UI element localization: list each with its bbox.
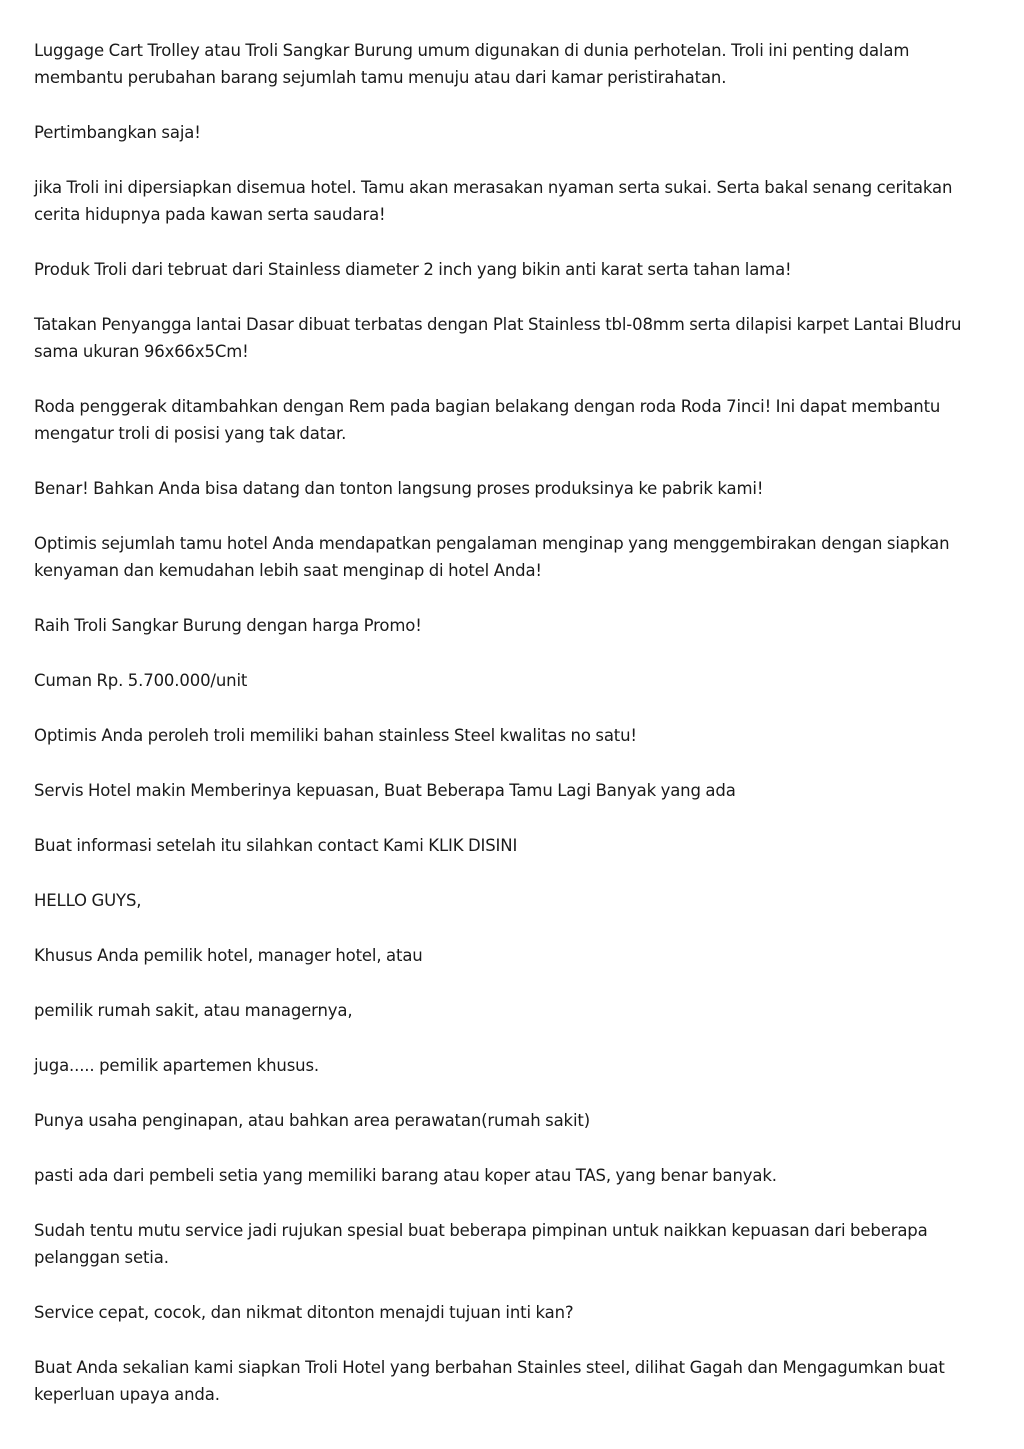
paragraph-contact: Buat informasi setelah itu silahkan contact Kami KLIK DISINI — [34, 836, 518, 855]
paragraph-audience-apartment: juga..... pemilik apartemen khusus. — [34, 1056, 319, 1075]
paragraph-consider: Pertimbangkan saja! — [34, 123, 201, 142]
paragraph-audience-hotel: Khusus Anda pemilik hotel, manager hotel, atau — [34, 946, 423, 965]
paragraph-service-goal: Service cepat, cocok, dan nikmat ditonton menajdi tujuan inti kan? — [34, 1303, 574, 1322]
paragraph-factory-visit: Benar! Bahkan Anda bisa datang dan tonton langsung proses produksinya ke pabrik kami! — [34, 479, 764, 498]
paragraph-greeting: HELLO GUYS, — [34, 891, 142, 910]
paragraph-quality: Optimis Anda peroleh troli memiliki bahan stainless Steel kwalitas no satu! — [34, 726, 637, 745]
paragraph-experience: Optimis sejumlah tamu hotel Anda mendapatkan pengalaman menginap yang menggembirakan dengan siapkan kenyaman dan kemudahan lebih saat menginap di hotel Anda! — [34, 534, 950, 580]
paragraph-base-plate: Tatakan Penyangga lantai Dasar dibuat terbatas dengan Plat Stainless tbl-08mm serta dilapisi karpet Lantai Bludru sama ukuran 96x66x5Cm! — [34, 315, 962, 361]
paragraph-promo: Raih Troli Sangkar Burung dengan harga Promo! — [34, 616, 422, 635]
paragraph-guest-comfort: jika Troli ini dipersiapkan disemua hotel. Tamu akan merasakan nyaman serta sukai. Serta bakal senang ceritakan cerita hidupnya pada kawan serta saudara! — [34, 178, 953, 224]
paragraph-price: Cuman Rp. 5.700.000/unit — [34, 671, 248, 690]
paragraph-service: Servis Hotel makin Memberinya kepuasan, Buat Beberapa Tamu Lagi Banyak yang ada — [34, 781, 736, 800]
paragraph-wheels: Roda penggerak ditambahkan dengan Rem pada bagian belakang dengan roda Roda 7inci! Ini dapat membantu mengatur troli di posisi yang tak datar. — [34, 397, 941, 443]
paragraph-offer: Buat Anda sekalian kami siapkan Troli Hotel yang berbahan Stainles steel, dilihat Gagah dan Mengagumkan buat keperluan upaya anda. — [34, 1358, 945, 1404]
paragraph-loyal-buyers: pasti ada dari pembeli setia yang memiliki barang atau koper atau TAS, yang benar banyak. — [34, 1166, 777, 1185]
paragraph-material: Produk Troli dari tebruat dari Stainless diameter 2 inch yang bikin anti karat serta tahan lama! — [34, 260, 792, 279]
paragraph-business: Punya usaha penginapan, atau bahkan area perawatan(rumah sakit) — [34, 1111, 591, 1130]
paragraph-audience-hospital: pemilik rumah sakit, atau managernya, — [34, 1001, 353, 1020]
paragraph-intro: Luggage Cart Trolley atau Troli Sangkar Burung umum digunakan di dunia perhotelan. Troli ini penting dalam membantu perubahan barang sejumlah tamu menuju atau dari kamar peristirahatan. — [34, 41, 910, 87]
paragraph-service-quality: Sudah tentu mutu service jadi rujukan spesial buat beberapa pimpinan untuk naikkan kepuasan dari beberapa pelanggan setia. — [34, 1221, 928, 1267]
